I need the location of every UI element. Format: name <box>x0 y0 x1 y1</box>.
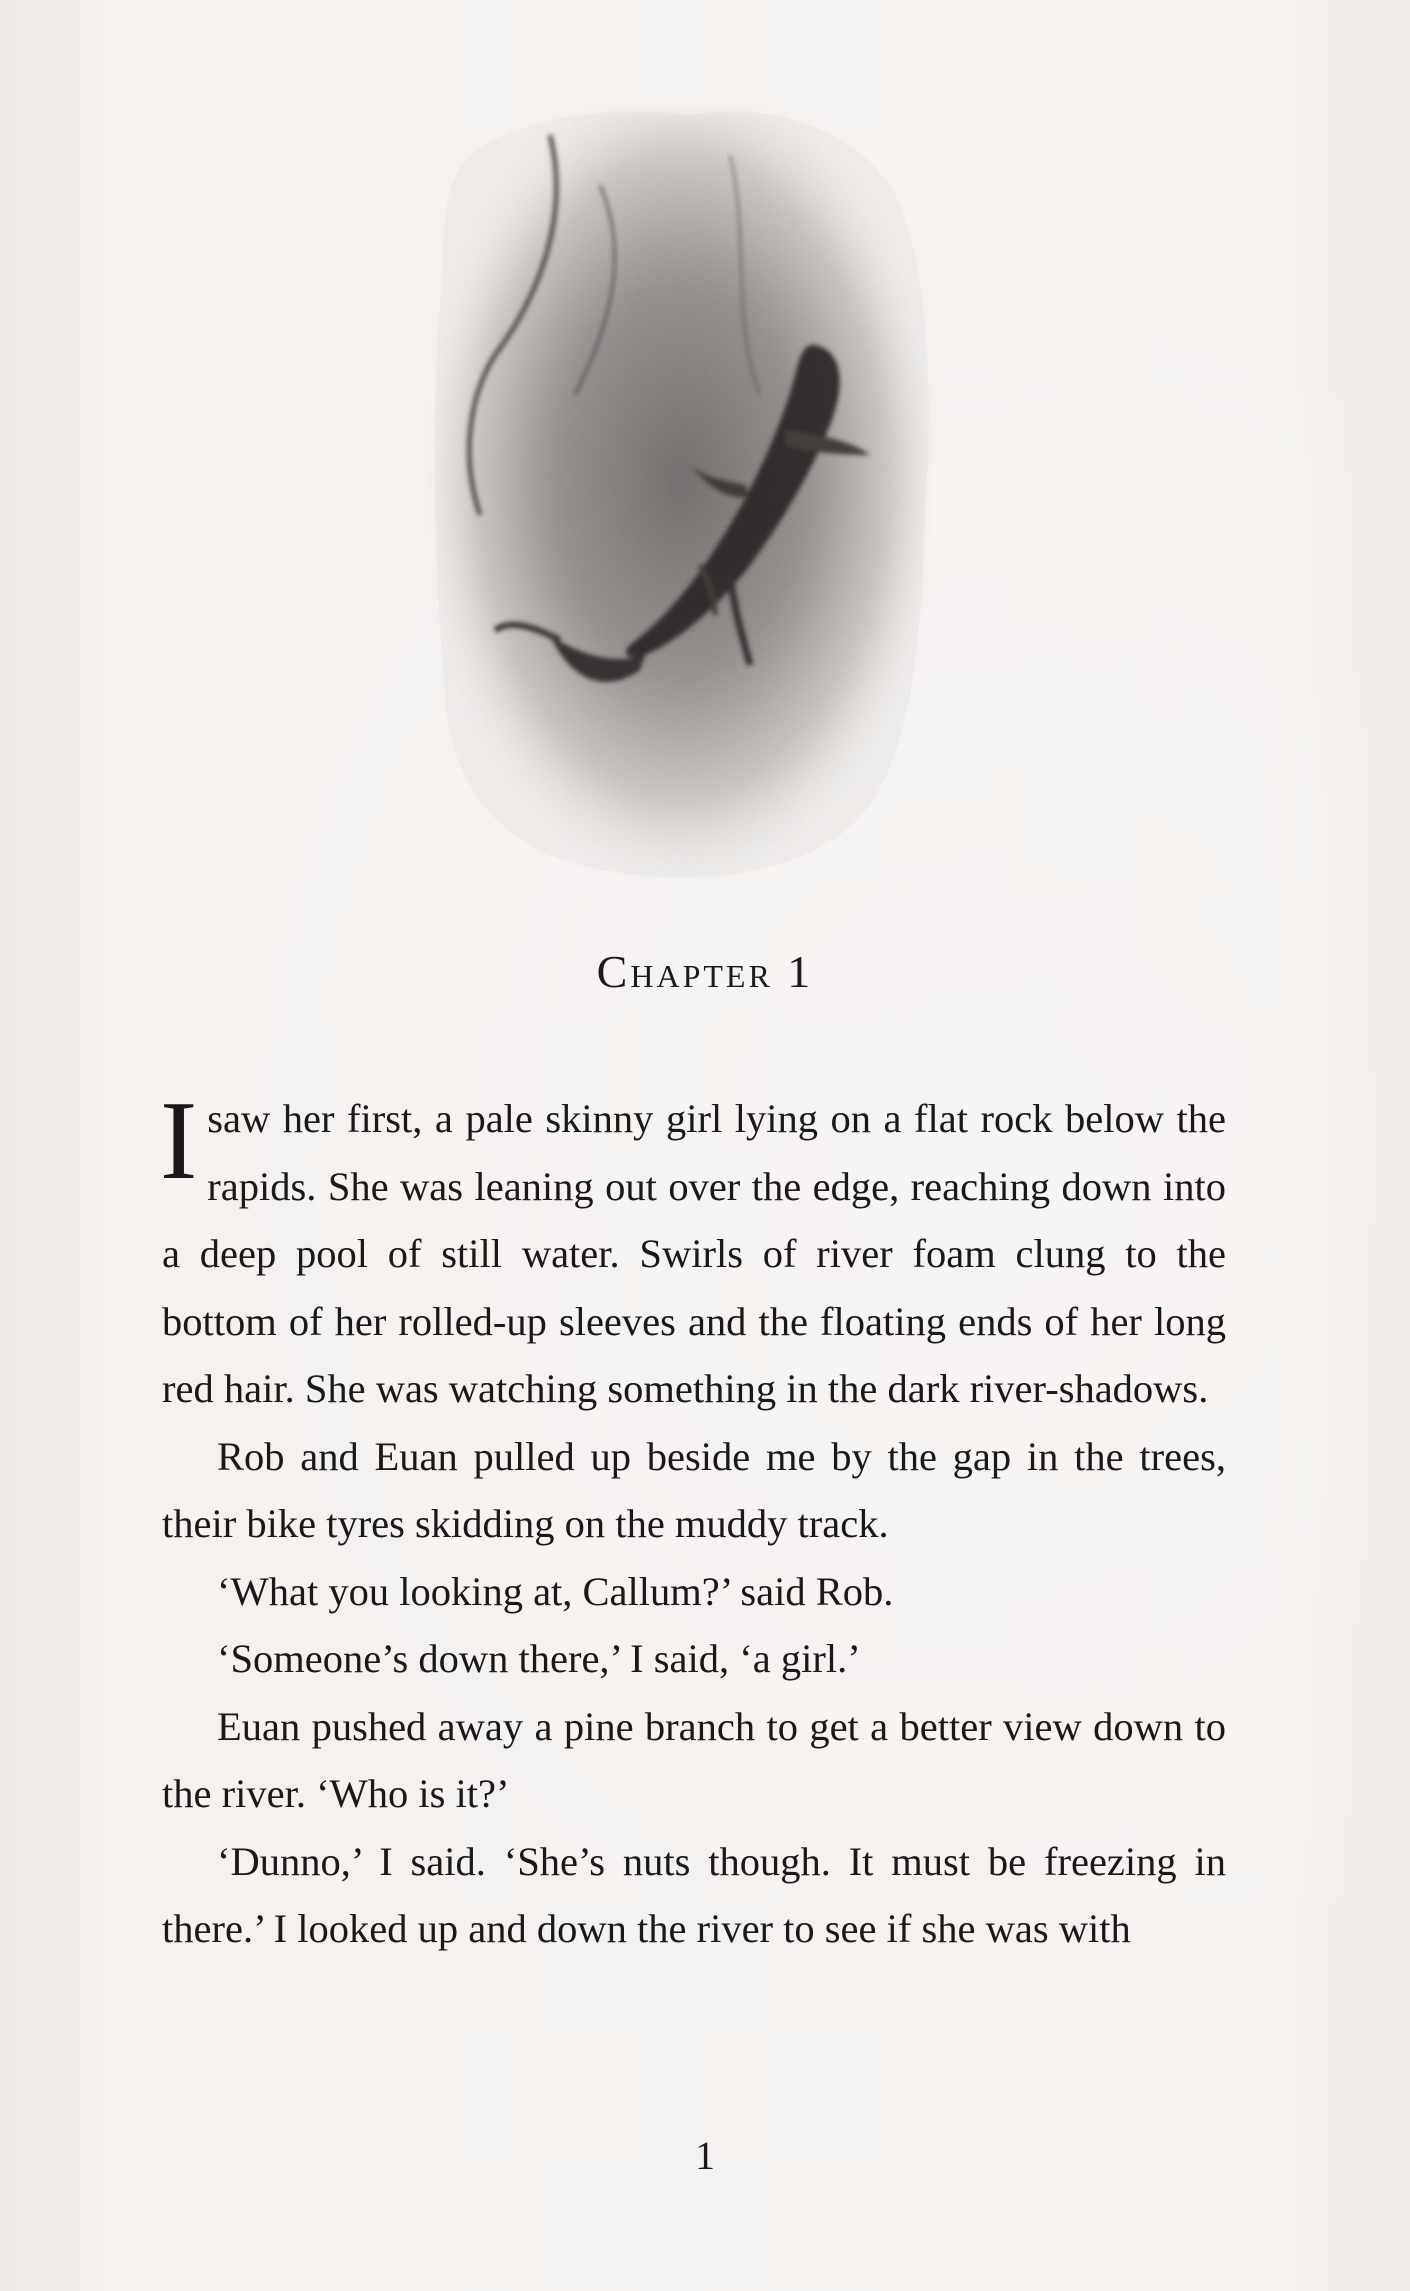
paragraph: ‘What you looking at, Callum?’ said Rob. <box>217 1568 894 1614</box>
page-number: 1 <box>695 2133 715 2178</box>
paragraph-text: saw her first, a pale skinny girl lying on a flat rock below the rapids. She was leaning out over the edge, reaching down into a deep pool of still water. Swirls of river foam clung to the bottom of her rolled-up sleeves and the floating ends of her long red hair. She was watching something in the dark river-shadows. <box>162 1096 1226 1411</box>
paragraph <box>160 1079 1226 1423</box>
paragraph: ‘Dunno,’ I said. ‘She’s nuts though. It must be freezing in there.’ I looked up and down the river to see if she was with <box>162 1838 1226 1951</box>
paragraph: Euan pushed away a pine branch to get a better view down to the river. ‘Who is it?’ <box>162 1703 1226 1816</box>
fish-illustration <box>400 95 940 895</box>
paragraph: Rob and Euan pulled up beside me by the gap in the trees, their bike tyres skidding on the muddy track. <box>162 1433 1226 1546</box>
paragraph: ‘Someone’s down there,’ I said, ‘a girl.’ <box>217 1636 861 1681</box>
drop-cap: I <box>160 1079 198 1203</box>
chapter-title: Chapter 1 <box>596 946 814 997</box>
chapter-body <box>160 1079 1226 1963</box>
